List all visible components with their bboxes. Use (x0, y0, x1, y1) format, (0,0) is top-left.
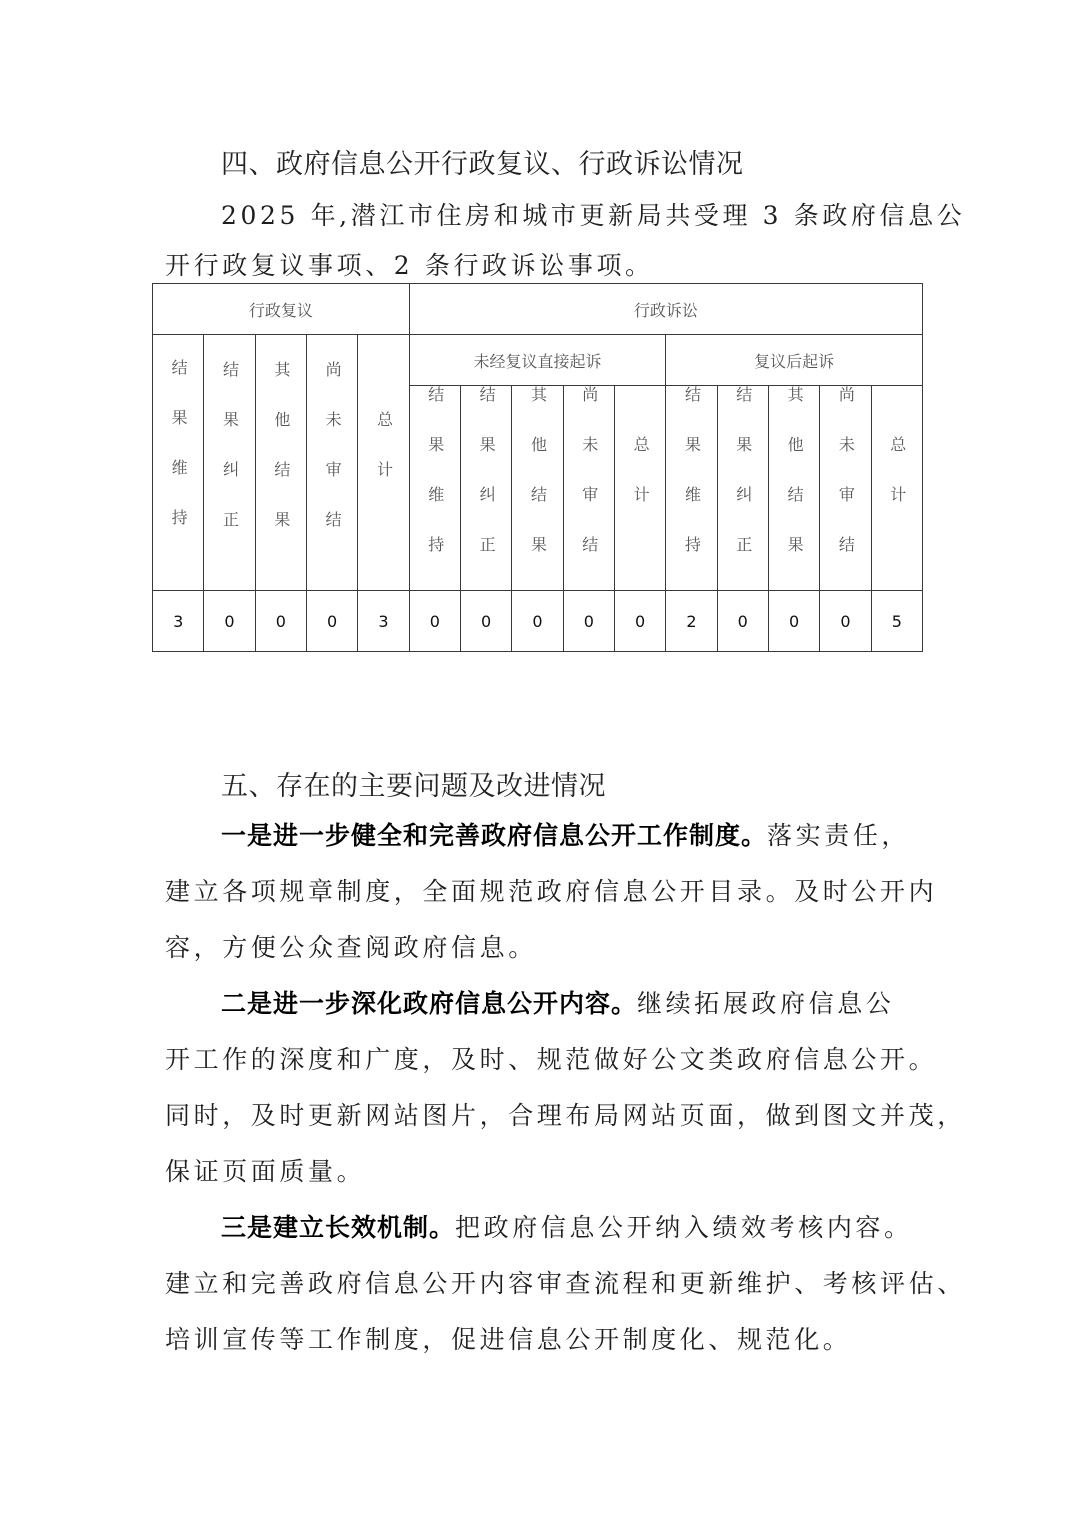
section-4-heading: 四、政府信息公开行政复议、行政诉讼情况 (221, 149, 744, 180)
item-2-first-line (221, 984, 894, 1020)
item-2-title: 二是进一步深化政府信息公开内容。 (221, 989, 638, 1018)
review-other: 0 (255, 591, 306, 652)
item-1-text-3: 容，方便公众查阅政府信息。 (165, 933, 537, 962)
after-corrected: 0 (717, 591, 768, 652)
header-direct-col-2 (460, 386, 511, 591)
section-5-heading: 五、存在的主要问题及改进情况 (221, 771, 606, 802)
item-1-first-line (221, 816, 910, 852)
header-direct-col-3 (512, 386, 563, 591)
review-corrected: 0 (204, 591, 255, 652)
item-2-text-3: 同时，及时更新网站图片，合理布局网站页面，做到图文并茂， (165, 1101, 966, 1130)
header-after-col-5 (871, 386, 922, 591)
column-header-label: 总计 (374, 410, 394, 511)
item-3-text-3: 培训宣传等工作制度，促进信息公开制度化、规范化。 (165, 1325, 852, 1354)
header-direct-col-4 (563, 386, 614, 591)
column-header-label: 尚未审结 (579, 386, 599, 586)
column-header-label: 其他结果 (785, 386, 805, 586)
header-review-col-3 (255, 335, 306, 591)
header-direct-col-1 (409, 386, 460, 591)
item-2-text-1: 继续拓展政府信息公 (637, 989, 895, 1018)
column-header-label: 尚未审结 (323, 360, 343, 561)
review-total: 3 (358, 591, 409, 652)
direct-upheld: 0 (409, 591, 460, 652)
item-3-text-1: 把政府信息公开纳入绩效考核内容。 (455, 1213, 913, 1242)
direct-total: 0 (614, 591, 665, 652)
table-data-row (153, 591, 923, 652)
item-3-first-line (221, 1208, 913, 1244)
column-header-label: 结果维持 (425, 386, 445, 586)
header-after-col-2 (717, 386, 768, 591)
header-direct-litigation: 未经复议直接起诉 (409, 335, 666, 386)
item-1-text-1: 落实责任， (767, 821, 911, 850)
after-total: 5 (871, 591, 922, 652)
column-header-label: 其他结果 (271, 360, 291, 561)
section-4-intro-line-1: 2025 年,潜江市住房和城市更新局共受理 3 条政府信息公 (221, 201, 966, 230)
header-review-col-4 (306, 335, 357, 591)
after-pending: 0 (820, 591, 871, 652)
header-admin-litigation: 行政诉讼 (409, 284, 922, 335)
column-header-label: 尚未审结 (836, 386, 856, 586)
column-header-label: 结果维持 (682, 386, 702, 586)
column-header-label: 结果纠正 (733, 386, 753, 586)
header-review-col-1 (153, 335, 204, 591)
table-header-row-2 (153, 335, 923, 386)
item-3-text-2: 建立和完善政府信息公开内容审查流程和更新维护、考核评估、 (165, 1269, 966, 1298)
header-after-col-4 (820, 386, 871, 591)
column-header-label: 总计 (631, 436, 651, 536)
header-review-col-5 (358, 335, 409, 591)
header-after-review-litigation: 复议后起诉 (666, 335, 923, 386)
after-other: 0 (768, 591, 819, 652)
column-header-label: 结果纠正 (220, 360, 240, 561)
column-header-label: 其他结果 (528, 386, 548, 586)
item-2-text-2: 开工作的深度和广度，及时、规范做好公文类政府信息公开。 (165, 1045, 938, 1074)
header-direct-col-5 (614, 386, 665, 591)
item-1-text-2: 建立各项规章制度，全面规范政府信息公开目录。及时公开内 (165, 877, 938, 906)
review-litigation-table (152, 283, 923, 652)
direct-corrected: 0 (460, 591, 511, 652)
direct-pending: 0 (563, 591, 614, 652)
review-upheld: 3 (153, 591, 204, 652)
table-header-row-1 (153, 284, 923, 335)
direct-other: 0 (512, 591, 563, 652)
header-admin-review: 行政复议 (153, 284, 410, 335)
item-2-text-4: 保证页面质量。 (165, 1157, 366, 1186)
column-header-label: 总计 (887, 436, 907, 536)
header-review-col-2 (204, 335, 255, 591)
item-3-title: 三是建立长效机制。 (221, 1213, 456, 1242)
after-upheld: 2 (666, 591, 717, 652)
header-after-col-3 (768, 386, 819, 591)
item-1-title: 一是进一步健全和完善政府信息公开工作制度。 (221, 821, 768, 850)
column-header-label: 结果纠正 (477, 386, 497, 586)
header-after-col-1 (666, 386, 717, 591)
column-header-label: 结果维持 (169, 358, 189, 559)
review-pending: 0 (306, 591, 357, 652)
section-4-intro-line-2: 开行政复议事项、2 条行政诉讼事项。 (165, 251, 654, 280)
